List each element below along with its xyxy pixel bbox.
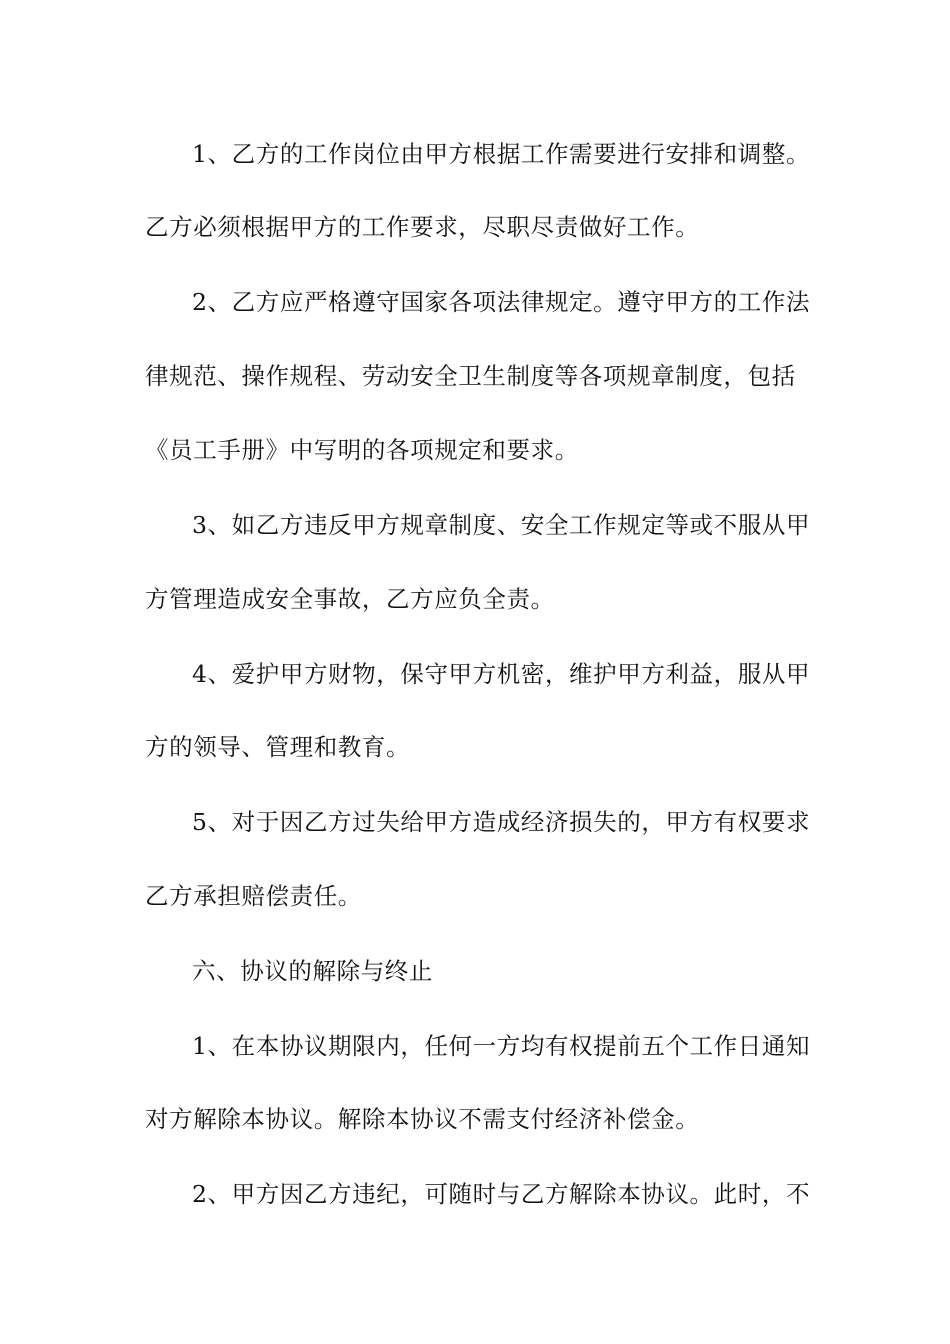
paragraph-line: 3、如乙方违反甲方规章制度、安全工作规定等或不服从甲 (192, 511, 811, 539)
section-heading: 六、协议的解除与终止 (192, 957, 433, 985)
paragraph-line: 乙方必须根据甲方的工作要求，尽职尽责做好工作。 (145, 213, 700, 241)
paragraph-line: 2、甲方因乙方违纪，可随时与乙方解除本协议。此时，不 (192, 1180, 811, 1208)
paragraph-line: 1、在本协议期限内，任何一方均有权提前五个工作日通知 (192, 1032, 811, 1060)
paragraph-line: 方的领导、管理和教育。 (145, 733, 411, 761)
paragraph-line: 4、爱护甲方财物，保守甲方机密，维护甲方利益，服从甲 (192, 660, 811, 688)
paragraph-line: 律规范、操作规程、劳动安全卫生制度等各项规章制度，包括 (145, 362, 796, 390)
paragraph-line: 乙方承担赔偿责任。 (145, 882, 362, 910)
paragraph-line: 5、对于因乙方过失给甲方造成经济损失的，甲方有权要求 (192, 808, 811, 836)
paragraph-line: 2、乙方应严格遵守国家各项法律规定。遵守甲方的工作法 (192, 288, 811, 316)
paragraph-line: 1、乙方的工作岗位由甲方根据工作需要进行安排和调整。 (192, 140, 811, 168)
paragraph-line: 方管理造成安全事故，乙方应负全责。 (145, 585, 555, 613)
paragraph-line: 《员工手册》中写明的各项规定和要求。 (145, 436, 579, 464)
paragraph-line: 对方解除本协议。解除本协议不需支付经济补偿金。 (145, 1105, 700, 1133)
